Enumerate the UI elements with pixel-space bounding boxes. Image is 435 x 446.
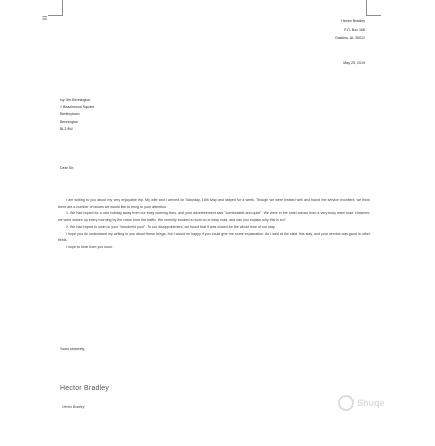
body-paragraph: I am writing to you about my very enjoyable trip. My wife and I arrived on Saturday, 15th May and stayed for a week. Though we were treated well and found the service excellent, we think there are a number of issues we would like to bring to your attention. [58,198,370,209]
body-paragraph: I hope to hear from you soon. [66,244,113,249]
recipient-line: Bentleytown [60,112,80,117]
watermark-text: Shuqe [357,398,385,408]
sender-line: Hector Bradley [341,19,365,23]
sender-address [335,17,365,43]
recipient-line: Bennington [60,119,79,124]
sender-line: Gaskins, AL 35012 [334,36,365,40]
signature-name: Hector Bradley [60,385,110,392]
recipient-line: BL3 8W [60,126,73,131]
text-lines-icon: ≡ [42,13,48,23]
body-paragraph: I hope you do understand my writing to you about these things, but I would be happy if you could give me some explanation. As I said at the start, this stay, and your service was good in other fields. [58,231,370,243]
sender-line: P.O. Box 168 [344,27,365,32]
letter-body [58,197,370,251]
recipient-address [60,97,94,133]
body-paragraph: 1. We had hoped for a nice holiday away from our busy working lives, and your advertisement said "comfortable and quiet". We were in the hotel across from a very busy main road. However, we were woken up every morning by the noise from the traffic. We recently booked a room on a noisy road, and can you explain why this is so? [58,211,370,223]
body-paragraph: 2. We had hoped to swim in your "wonderful pool". To our disappointment, we found that it was closed for the whole time of our stay. [66,224,276,229]
signature-script: Hector Bradley [62,405,85,409]
closing: Yours sincerely, [60,347,85,351]
crop-mark-top-left [48,0,63,16]
recipient-line: Ivy Jim Bennington [60,98,91,102]
letter-date: May 25, 2019 [343,61,365,65]
watermark-logo-icon [338,395,354,411]
recipient-line: 1 Beachwood Square [60,105,95,110]
crop-mark-top-right [366,0,381,16]
watermark [338,395,385,411]
salutation: Dear Sir, [60,166,74,170]
